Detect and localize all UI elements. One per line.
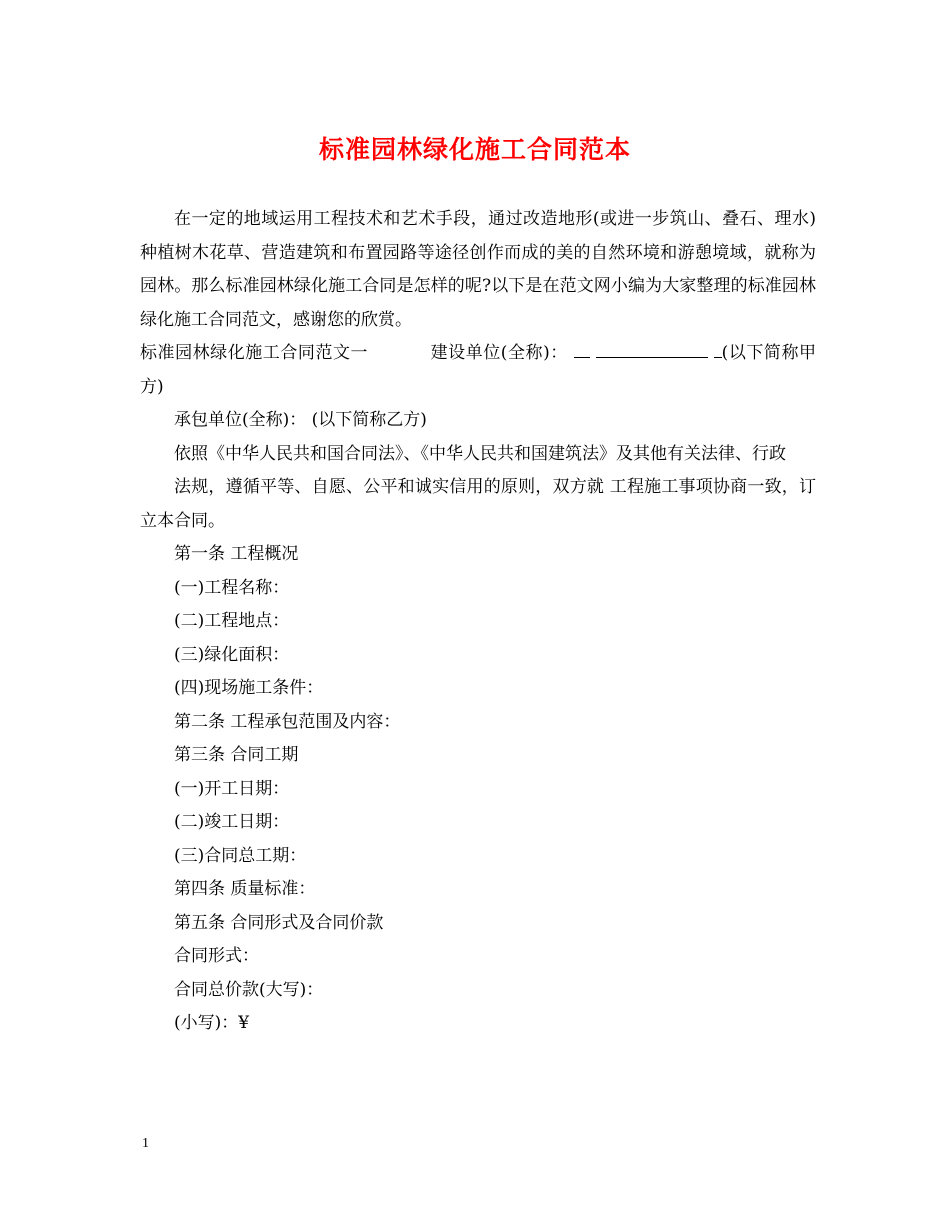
article-line: 第二条 工程承包范围及内容： (174, 711, 401, 732)
article-line: 第三条 合同工期 (174, 745, 299, 765)
party-a-label: 建设单位(全称)： (430, 343, 568, 363)
article-line: (四)现场施工条件： (174, 678, 324, 698)
article-line: (一)开工日期： (174, 778, 290, 799)
page-number: 1 (142, 1136, 149, 1151)
article-line: 第五条 合同形式及合同价款 (174, 912, 384, 933)
document-title: 标准园林绿化施工合同范本 (318, 135, 631, 164)
article-line: 合同形式： (174, 946, 259, 966)
party-a-line (140, 337, 816, 404)
basis-paragraph-2: 法规，遵循平等、自愿、公平和诚实信用的原则，双方就 工程施工事项协商一致，订立本合同。 (140, 477, 816, 531)
article-line: 合同总价款(大写)： (174, 979, 324, 1000)
article-line: (二)工程地点： (174, 611, 290, 631)
article-line: (一)工程名称： (174, 577, 290, 598)
blank-line (574, 343, 590, 358)
article-line: (三)合同总工期： (174, 845, 307, 866)
article-line: 第四条 质量标准： (174, 879, 316, 899)
intro-paragraph: 在一定的地域运用工程技术和艺术手段，通过改造地形(或进一步筑山、叠石、理水)种植树木花草、营造建筑和布置园路等途径创作而成的美的自然环境和游憩境域，就称为园林。那么标准园林绿化施工合同是怎样的呢?以下是在范文网小编为大家整理的标准园林绿化施工合同范文，感谢您的欣赏。 (140, 209, 816, 330)
article-line: (三)绿化面积： (174, 644, 290, 665)
basis-paragraph-1: 依照《中华人民共和国合同法》、《中华人民共和国建筑法》及其他有关法律、行政 (174, 443, 786, 464)
blank-line (596, 343, 708, 358)
article-line: (小写)：¥ (174, 1013, 250, 1033)
blank-line (714, 343, 722, 358)
article-line: 第一条 工程概况 (174, 544, 299, 564)
article-line: (二)竣工日期： (174, 812, 290, 832)
document-body (140, 203, 816, 1041)
party-b-line: 承包单位(全称)： (以下简称乙方) (174, 410, 427, 430)
sample-heading: 标准园林绿化施工合同范文一 (140, 343, 369, 363)
party-a-suffix: (以下简称甲方) (140, 343, 817, 397)
